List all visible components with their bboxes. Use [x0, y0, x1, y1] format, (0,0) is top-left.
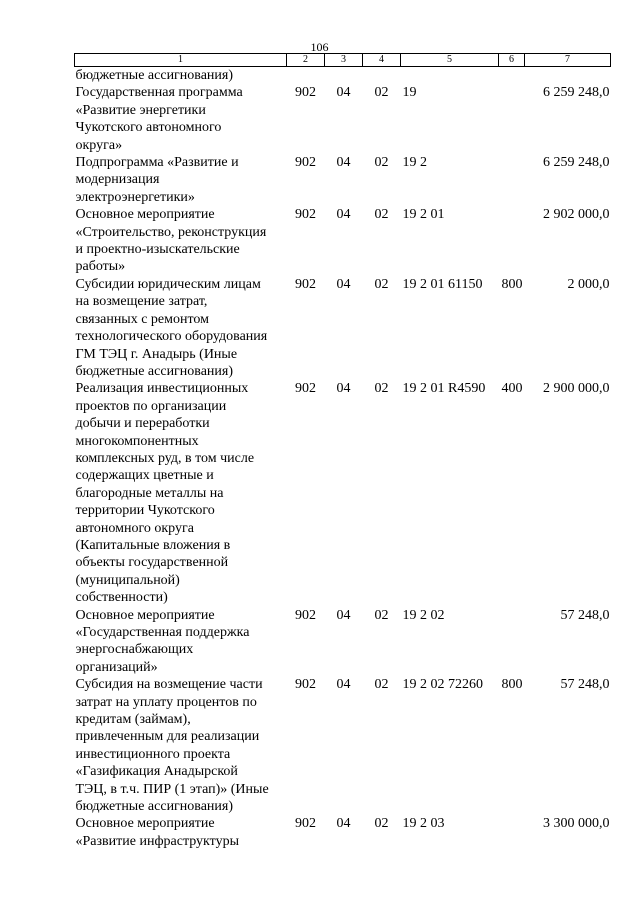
row-name — [75, 607, 287, 677]
table-row — [75, 67, 611, 85]
ministry-code: 902 — [295, 207, 316, 223]
table-row — [75, 815, 611, 850]
section-code: 04 — [336, 816, 351, 832]
expense-type — [499, 607, 525, 677]
target-article: 19 2 01 R4590 — [402, 381, 486, 397]
table-row — [75, 84, 611, 154]
amount: 6 259 248,0 — [543, 155, 610, 171]
section-code: 04 — [336, 85, 351, 101]
ministry-code: 902 — [295, 816, 316, 832]
row-name-line: округа» — [75, 137, 123, 153]
row-name-line: Чукотского автономного — [75, 120, 222, 136]
row-name-line: Основное мероприятие — [75, 607, 215, 623]
header-cell-7: 7 — [525, 54, 611, 67]
target-article: 19 2 02 72260 — [402, 677, 483, 693]
row-name — [75, 206, 287, 276]
section-code: 04 — [336, 207, 351, 223]
subsection-code: 02 — [374, 381, 389, 397]
row-name — [75, 676, 287, 815]
row-name-line: Подпрограмма «Развитие и — [75, 155, 239, 171]
row-name-line: собственности) — [75, 590, 168, 606]
ministry-code: 902 — [295, 85, 316, 101]
row-name-line: энергоснабжающих — [75, 642, 194, 658]
target-article: 19 2 01 61150 — [402, 276, 483, 292]
amount: 2 900 000,0 — [543, 381, 610, 397]
row-name-line: электроэнергетики» — [75, 189, 195, 205]
header-cell-3: 3 — [325, 54, 363, 67]
row-name-line: объекты государственной — [75, 555, 229, 571]
ministry-code: 902 — [295, 607, 316, 623]
row-name-line: «Строительство, реконструкция — [75, 224, 267, 240]
section-code: 04 — [336, 677, 351, 693]
subsection-code: 02 — [374, 207, 389, 223]
subsection-code: 02 — [374, 607, 389, 623]
row-name-line: бюджетные ассигнования) — [75, 799, 234, 815]
row-name — [75, 276, 287, 380]
row-name-line: технологического оборудования — [75, 329, 268, 345]
row-name — [75, 380, 287, 606]
row-name-line: работы» — [75, 259, 126, 275]
subsection-code: 02 — [374, 677, 389, 693]
row-name — [75, 154, 287, 206]
row-name-line: комплексных руд, в том числе — [75, 450, 255, 466]
expense-type — [499, 84, 525, 154]
row-name-line: «Развитие инфраструктуры — [75, 833, 240, 849]
ministry-code: 902 — [295, 381, 316, 397]
ministry-code — [287, 67, 325, 85]
amount — [525, 67, 611, 85]
section-code: 04 — [336, 276, 351, 292]
row-name-line: проектов по организации — [75, 398, 227, 414]
header-cell-1: 1 — [75, 54, 287, 67]
row-name-line: бюджетные ассигнования) — [75, 363, 234, 379]
row-name-line: связанных с ремонтом — [75, 311, 210, 327]
row-name-line: кредитам (займам), — [75, 712, 191, 728]
target-article: 19 — [402, 85, 417, 101]
row-name-line: территории Чукотского — [75, 503, 215, 519]
row-name-line: Основное мероприятие — [75, 816, 215, 832]
amount: 2 000,0 — [567, 276, 610, 292]
subsection-code: 02 — [374, 85, 389, 101]
table-row — [75, 380, 611, 606]
row-name-line: бюджетные ассигнования) — [75, 68, 234, 83]
header-cell-6: 6 — [499, 54, 525, 67]
target-article: 19 2 03 — [402, 816, 445, 832]
row-name-line: ГМ ТЭЦ г. Анадырь (Иные — [75, 346, 238, 362]
target-article: 19 2 02 — [402, 607, 445, 623]
budget-table — [74, 53, 611, 850]
row-name-line: автономного округа — [75, 520, 194, 536]
expense-type — [499, 815, 525, 850]
ministry-code: 902 — [295, 276, 316, 292]
section-code: 04 — [336, 155, 351, 171]
header-cell-5: 5 — [401, 54, 499, 67]
row-name-line: Государственная программа — [75, 85, 243, 101]
expense-type: 400 — [501, 381, 523, 397]
table-header — [75, 54, 611, 67]
row-name-line: инвестиционного проекта — [75, 746, 231, 762]
row-name — [75, 84, 287, 154]
row-name-line: и проектно-изыскательские — [75, 242, 240, 258]
header-row — [75, 54, 611, 67]
row-name-line: добычи и переработки — [75, 416, 210, 432]
row-name — [75, 815, 287, 850]
row-name-line: Субсидии юридическим лицам — [75, 276, 261, 292]
row-name-line: благородные металлы на — [75, 485, 224, 501]
expense-type — [499, 206, 525, 276]
expense-type — [499, 67, 525, 85]
amount: 3 300 000,0 — [543, 816, 610, 832]
row-name-line: модернизация — [75, 172, 160, 188]
subsection-code: 02 — [374, 155, 389, 171]
target-article — [401, 67, 499, 85]
section-code: 04 — [336, 607, 351, 623]
row-name-line: затрат на уплату процентов по — [75, 694, 257, 710]
ministry-code: 902 — [295, 677, 316, 693]
expense-type: 800 — [501, 276, 523, 292]
ministry-code: 902 — [295, 155, 316, 171]
table-body — [75, 67, 611, 851]
page-number: 106 — [310, 40, 329, 54]
row-name-line: «Развитие энергетики — [75, 102, 206, 118]
amount: 57 248,0 — [560, 677, 610, 693]
subsection-code: 02 — [374, 816, 389, 832]
row-name-line: привлеченным для реализации — [75, 729, 260, 745]
row-name-line: Субсидия на возмещение части — [75, 677, 263, 693]
row-name-line: организаций» — [75, 659, 158, 675]
row-name-line: «Государственная поддержка — [75, 625, 250, 640]
row-name-line: на возмещение затрат, — [75, 294, 208, 310]
amount: 6 259 248,0 — [543, 85, 610, 101]
row-name-line: Основное мероприятие — [75, 207, 215, 223]
header-cell-2: 2 — [287, 54, 325, 67]
row-name-line: многокомпонентных — [75, 433, 199, 449]
row-name-line: (муниципальной) — [75, 572, 180, 588]
row-name-line: (Капитальные вложения в — [75, 537, 231, 553]
target-article: 19 2 — [402, 155, 427, 171]
table-row — [75, 206, 611, 276]
row-name-line: содержащих цветные и — [75, 468, 214, 484]
table-row — [75, 276, 611, 380]
section-code — [325, 67, 363, 85]
subsection-code: 02 — [374, 276, 389, 292]
header-cell-4: 4 — [363, 54, 401, 67]
amount: 57 248,0 — [560, 607, 610, 623]
table-row — [75, 607, 611, 677]
table-row — [75, 676, 611, 815]
section-code: 04 — [336, 381, 351, 397]
expense-type — [499, 154, 525, 206]
row-name — [75, 67, 287, 85]
row-name-line: «Газификация Анадырской — [75, 764, 238, 780]
target-article: 19 2 01 — [402, 207, 445, 223]
subsection-code — [363, 67, 401, 85]
amount: 2 902 000,0 — [543, 207, 610, 223]
table-row — [75, 154, 611, 206]
row-name-line: ТЭЦ, в т.ч. ПИР (1 этап)» (Иные — [75, 781, 269, 797]
row-name-line: Реализация инвестиционных — [75, 381, 249, 397]
expense-type: 800 — [501, 677, 523, 693]
